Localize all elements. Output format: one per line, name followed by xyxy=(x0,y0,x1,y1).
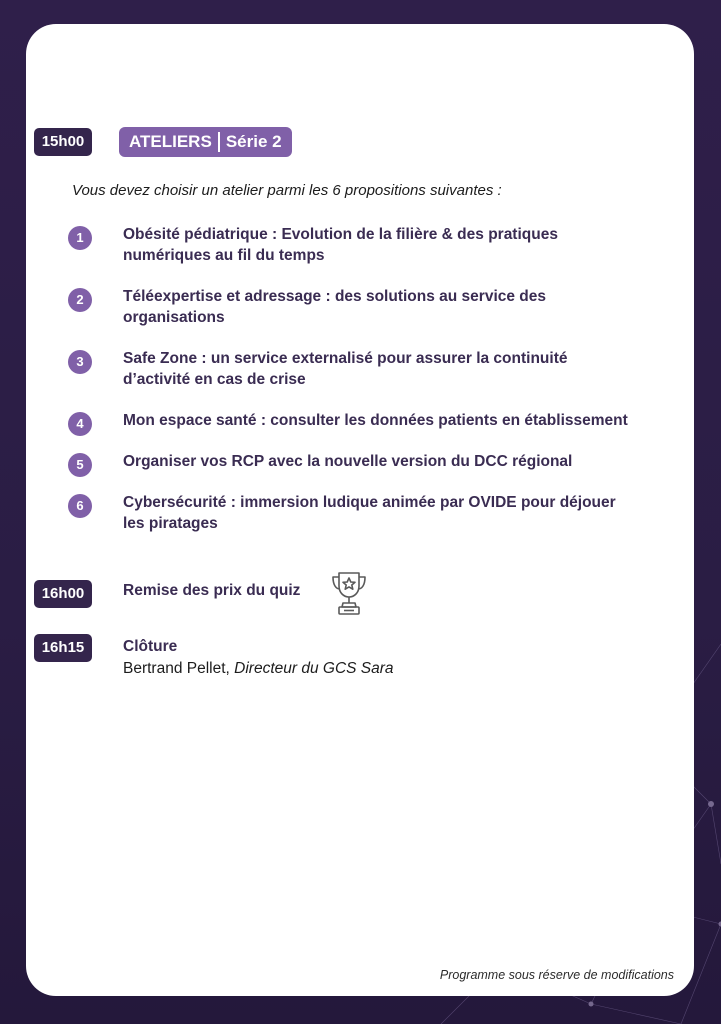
workshop-number: 2 xyxy=(68,288,92,312)
workshop-number: 6 xyxy=(68,494,92,518)
workshop-title-line: Organiser vos RCP avec la nouvelle version du DCC régional xyxy=(123,453,573,470)
time-badge-16h00: 16h00 xyxy=(34,580,92,608)
workshop-title-line: d’activité en cas de crise xyxy=(123,371,306,388)
speaker-role: Directeur du GCS Sara xyxy=(234,660,394,677)
closing-speaker xyxy=(123,660,394,678)
footer-note: Programme sous réserve de modifications xyxy=(439,968,674,982)
workshop-number: 3 xyxy=(68,350,92,374)
workshop-title-line: Cybersécurité : immersion ludique animée par OVIDE pour déjouer xyxy=(123,494,616,511)
workshop-number: 5 xyxy=(68,453,92,477)
workshop-number: 1 xyxy=(68,226,92,250)
series-label: Série 2 xyxy=(225,132,282,151)
trophy-icon xyxy=(330,570,368,616)
workshop-title-line: Safe Zone : un service externalisé pour assurer la continuité xyxy=(123,350,568,367)
workshop-number: 4 xyxy=(68,412,92,436)
time-badge-15h00: 15h00 xyxy=(34,128,92,156)
awards-title: Remise des prix du quiz xyxy=(123,582,301,599)
ateliers-series-badge xyxy=(119,127,292,157)
program-card xyxy=(26,24,694,996)
workshop-title-line: Téléexpertise et adressage : des solutions au service des xyxy=(123,288,547,305)
badge-separator xyxy=(218,132,220,152)
workshop-intro: Vous devez choisir un atelier parmi les 6 propositions suivantes : xyxy=(72,182,502,199)
workshop-title-line: numériques au fil du temps xyxy=(123,247,325,264)
workshop-title-line: Obésité pédiatrique : Evolution de la filière & des pratiques xyxy=(123,226,558,243)
time-badge-16h15: 16h15 xyxy=(34,634,92,662)
closing-title: Clôture xyxy=(123,638,178,655)
workshop-title-line: les piratages xyxy=(123,515,218,532)
ateliers-title: ATELIERS xyxy=(129,132,212,151)
workshop-title-line: Mon espace santé : consulter les données patients en établissement xyxy=(123,412,628,429)
speaker-name: Bertrand Pellet, xyxy=(123,660,230,677)
workshop-title-line: organisations xyxy=(123,309,225,326)
